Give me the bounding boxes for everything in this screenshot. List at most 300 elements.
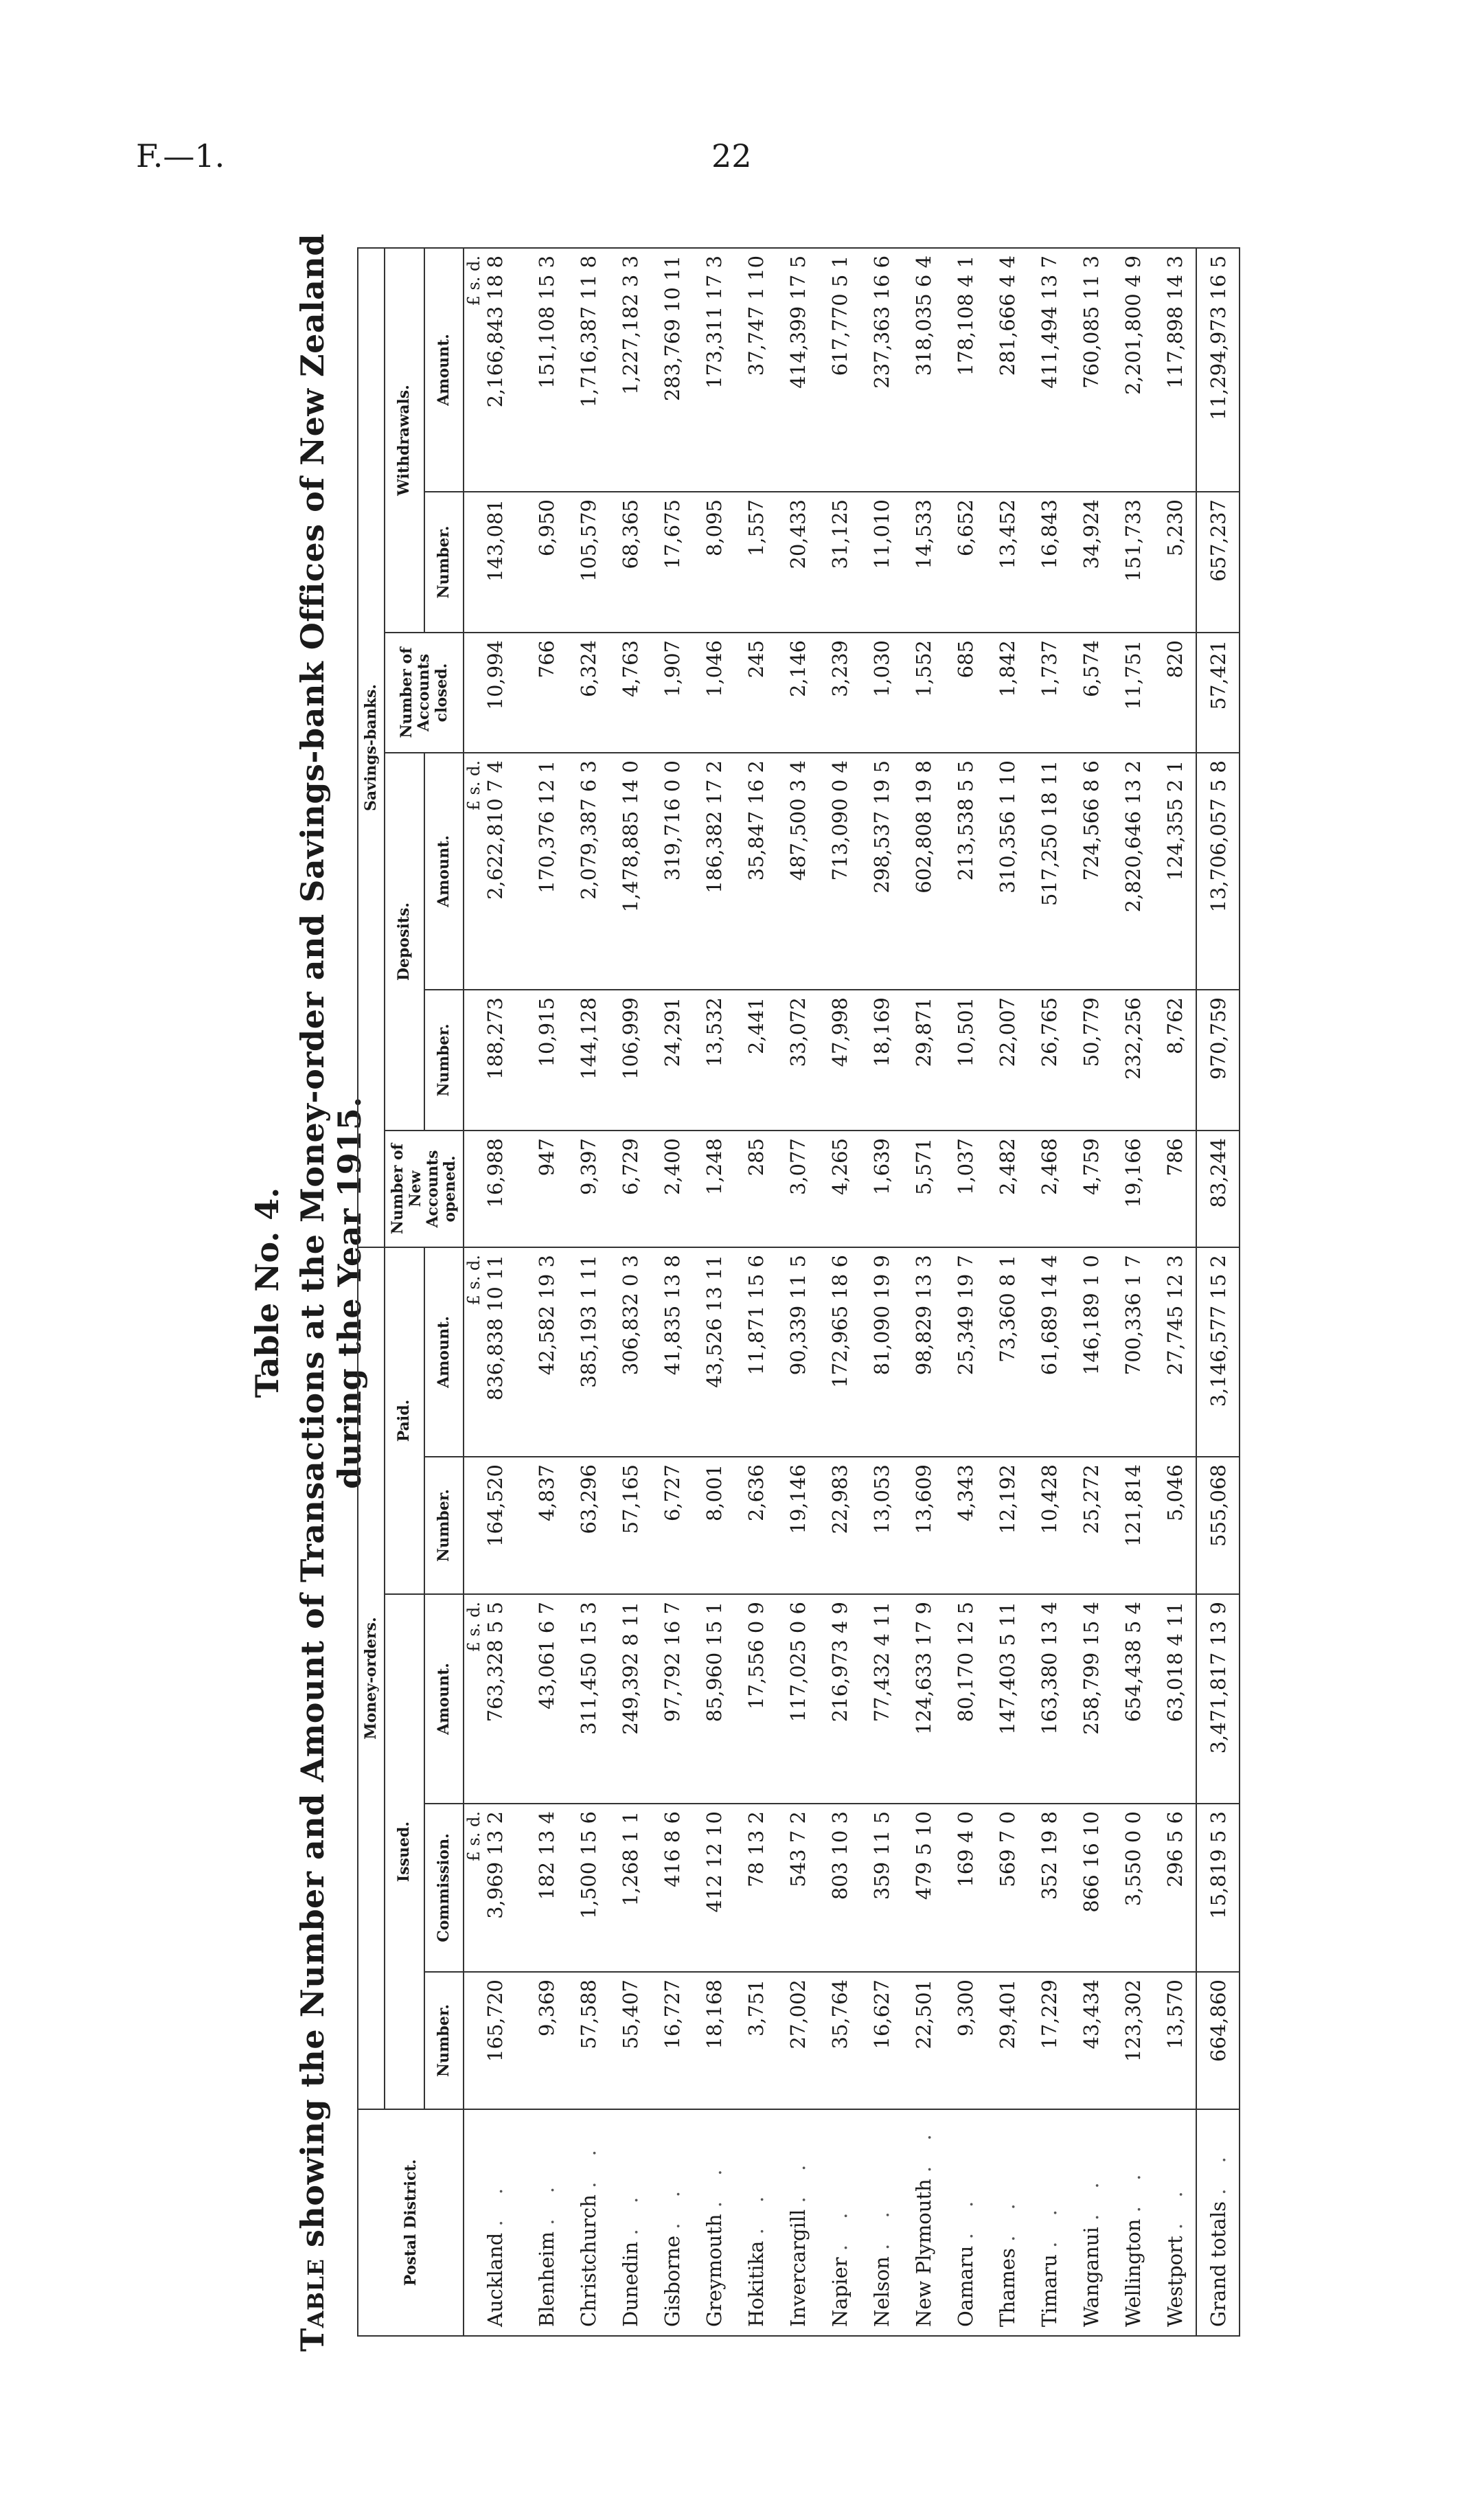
paid-amount-cell: 700,336 1 7	[1112, 1247, 1154, 1457]
issued-amount-cell: 85,960 15 1	[693, 1594, 735, 1804]
commission-cell: 352 19 8	[1028, 1804, 1070, 1972]
table-row	[609, 248, 651, 2336]
deposit-amount-cell: 1,478,885 14 0	[609, 753, 651, 990]
issued-number-cell: 22,501	[902, 1972, 944, 2109]
closed-accounts-cell: 820	[1154, 633, 1196, 753]
leader-dots: . .	[534, 2177, 558, 2225]
table-row	[777, 248, 819, 2336]
new-accounts-cell: 1,248	[693, 1131, 735, 1247]
units-commission: £ s. d.	[464, 1804, 483, 1972]
leader-dots: . .	[483, 2178, 507, 2227]
paid-number-cell: 25,272	[1070, 1457, 1112, 1594]
table-row	[567, 248, 609, 2336]
issued-number-cell: 16,627	[860, 1972, 902, 2109]
commission-cell: 78 13 2	[735, 1804, 777, 1972]
paid-number-cell: 10,428	[1028, 1457, 1070, 1594]
issued-number-cell: 27,002	[777, 1972, 819, 2109]
issued-amount-cell: 654,438 5 4	[1112, 1594, 1154, 1804]
new-accounts-cell: 3,077	[777, 1131, 819, 1247]
header-issued-number: Number.	[424, 1972, 464, 2109]
closed-accounts-cell: 6,324	[567, 633, 609, 753]
table-row	[986, 248, 1028, 2336]
commission-cell: 412 12 10	[693, 1804, 735, 1972]
withdrawal-amount-cell: 411,494 13 7	[1028, 248, 1070, 492]
withdrawal-number-cell: 1,557	[735, 492, 777, 633]
leader-dots: . .	[660, 2181, 684, 2229]
table-row	[525, 248, 567, 2336]
header-new-accounts: Number of New Accounts opened.	[385, 1131, 464, 1247]
new-accounts-cell: 5,571	[902, 1131, 944, 1247]
paid-number-cell: 63,296	[567, 1457, 609, 1594]
paid-amount-cell: 306,832 0 3	[609, 1247, 651, 1457]
header-withdrawals: Withdrawals.	[385, 248, 424, 633]
paid-number-cell: 5,046	[1154, 1457, 1196, 1594]
leader-dots: . .	[1206, 2147, 1230, 2195]
deposit-amount-cell: 602,808 19 8	[902, 753, 944, 990]
table-row	[693, 248, 735, 2336]
deposit-amount-cell: 170,376 12 1	[525, 753, 567, 990]
issued-number-cell: 664,860	[1196, 1972, 1240, 2109]
withdrawal-amount-cell: 37,747 1 10	[735, 248, 777, 492]
district-name: Greymouth	[702, 2214, 726, 2327]
new-accounts-cell: 6,729	[609, 1131, 651, 1247]
totals-row	[1196, 248, 1240, 2336]
withdrawal-number-cell: 657,237	[1196, 492, 1240, 633]
header-deposits: Deposits.	[385, 753, 424, 1131]
district-name: Nelson	[869, 2256, 893, 2327]
withdrawal-amount-cell: 617,770 5 1	[819, 248, 860, 492]
issued-amount-cell: 763,328 5 5	[483, 1594, 525, 1804]
leader-dots: . .	[953, 2191, 977, 2240]
table-title-text: showing the Number and Amount of Transactions at the Money-order and Savings-bank Offices of New Zealand during the Year 1915.	[294, 233, 368, 2248]
leader-dots: . .	[786, 2155, 810, 2203]
header-paid-amount: Amount.	[424, 1247, 464, 1457]
district-cell	[735, 2109, 777, 2336]
district-cell	[1112, 2109, 1154, 2336]
withdrawal-amount-cell: 281,666 4 4	[986, 248, 1028, 492]
district-cell	[944, 2109, 986, 2336]
header-closed-accounts: Number of Accounts closed.	[385, 633, 464, 753]
district-cell	[819, 2109, 860, 2336]
table-row	[819, 248, 860, 2336]
district-name: Dunedin	[618, 2241, 642, 2327]
closed-accounts-cell: 11,751	[1112, 633, 1154, 753]
paid-number-cell: 4,343	[944, 1457, 986, 1594]
paid-amount-cell: 81,090 19 9	[860, 1247, 902, 1457]
leader-dots: . .	[1121, 2164, 1145, 2213]
issued-number-cell: 57,588	[567, 1972, 609, 2109]
paid-number-cell: 13,609	[902, 1457, 944, 1594]
commission-cell: 3,969 13 2	[483, 1804, 525, 1972]
commission-cell: 296 5 6	[1154, 1804, 1196, 1972]
paid-number-cell: 12,192	[986, 1457, 1028, 1594]
commission-cell: 1,500 15 6	[567, 1804, 609, 1972]
header-withdrawal-amount: Amount.	[424, 248, 464, 492]
units-deposit-amount: £ s. d.	[464, 753, 483, 990]
transactions-table	[357, 247, 1240, 2337]
paid-amount-cell: 73,360 8 1	[986, 1247, 1028, 1457]
commission-cell: 1,268 1 1	[609, 1804, 651, 1972]
new-accounts-cell: 2,400	[651, 1131, 693, 1247]
district-cell	[651, 2109, 693, 2336]
closed-accounts-cell: 1,737	[1028, 633, 1070, 753]
deposit-amount-cell: 724,566 8 6	[1070, 753, 1112, 990]
district-cell	[567, 2109, 609, 2336]
table-row	[483, 248, 525, 2336]
header-money-orders: Money-orders.	[358, 1247, 385, 2109]
new-accounts-cell: 1,037	[944, 1131, 986, 1247]
district-cell	[1070, 2109, 1112, 2336]
table-number: Table No. 4.	[249, 1187, 286, 1398]
paid-amount-cell: 11,871 15 6	[735, 1247, 777, 1457]
paid-number-cell: 2,636	[735, 1457, 777, 1594]
issued-number-cell: 43,434	[1070, 1972, 1112, 2109]
deposit-number-cell: 232,256	[1112, 990, 1154, 1131]
new-accounts-cell: 19,166	[1112, 1131, 1154, 1247]
district-name: New Plymouth	[911, 2179, 935, 2327]
commission-cell: 3,550 0 0	[1112, 1804, 1154, 1972]
leader-dots: . .	[1079, 2172, 1103, 2221]
commission-cell: 169 4 0	[944, 1804, 986, 1972]
issued-amount-cell: 97,792 16 7	[651, 1594, 693, 1804]
header-savings-banks: Savings-banks.	[358, 248, 385, 1247]
withdrawal-number-cell: 151,733	[1112, 492, 1154, 633]
withdrawal-amount-cell: 117,898 14 3	[1154, 248, 1196, 492]
issued-number-cell: 29,401	[986, 1972, 1028, 2109]
deposit-number-cell: 8,762	[1154, 990, 1196, 1131]
new-accounts-cell: 1,639	[860, 1131, 902, 1247]
withdrawal-amount-cell: 414,399 17 5	[777, 248, 819, 492]
deposit-amount-cell: 319,716 0 0	[651, 753, 693, 990]
commission-cell: 866 16 10	[1070, 1804, 1112, 1972]
district-name: Hokitika	[744, 2240, 768, 2327]
issued-number-cell: 35,764	[819, 1972, 860, 2109]
issued-number-cell: 55,407	[609, 1972, 651, 2109]
withdrawal-number-cell: 5,230	[1154, 492, 1196, 633]
paid-number-cell: 555,068	[1196, 1457, 1240, 1594]
withdrawal-number-cell: 17,675	[651, 492, 693, 633]
deposit-amount-cell: 213,538 5 5	[944, 753, 986, 990]
paid-amount-cell: 146,189 1 0	[1070, 1247, 1112, 1457]
table-row	[944, 248, 986, 2336]
table-row	[735, 248, 777, 2336]
closed-accounts-cell: 10,994	[483, 633, 525, 753]
withdrawal-amount-cell: 178,108 4 1	[944, 248, 986, 492]
new-accounts-cell: 2,482	[986, 1131, 1028, 1247]
closed-accounts-cell: 685	[944, 633, 986, 753]
header-commission: Commission.	[424, 1804, 464, 1972]
paid-number-cell: 13,053	[860, 1457, 902, 1594]
withdrawal-number-cell: 6,950	[525, 492, 567, 633]
table-row	[860, 248, 902, 2336]
deposit-number-cell: 24,291	[651, 990, 693, 1131]
withdrawal-amount-cell: 151,108 15 3	[525, 248, 567, 492]
district-cell	[609, 2109, 651, 2336]
deposit-amount-cell: 298,537 19 5	[860, 753, 902, 990]
deposit-number-cell: 970,759	[1196, 990, 1240, 1131]
header-issued-amount: Amount.	[424, 1594, 464, 1804]
deposit-number-cell: 106,999	[609, 990, 651, 1131]
new-accounts-cell: 83,244	[1196, 1131, 1240, 1247]
new-accounts-cell: 2,468	[1028, 1131, 1070, 1247]
deposit-amount-cell: 13,706,057 5 8	[1196, 753, 1240, 990]
district-name: Wellington	[1121, 2218, 1145, 2327]
deposit-number-cell: 2,441	[735, 990, 777, 1131]
table-row	[651, 248, 693, 2336]
deposit-number-cell: 144,128	[567, 990, 609, 1131]
page-number: 22	[711, 137, 752, 174]
rotated-table-block	[206, 207, 1319, 2378]
new-accounts-cell: 4,759	[1070, 1131, 1112, 1247]
deposit-number-cell: 47,998	[819, 990, 860, 1131]
deposit-amount-cell: 487,500 3 4	[777, 753, 819, 990]
withdrawal-number-cell: 105,579	[567, 492, 609, 633]
closed-accounts-cell: 1,842	[986, 633, 1028, 753]
closed-accounts-cell: 1,030	[860, 633, 902, 753]
deposit-number-cell: 26,765	[1028, 990, 1070, 1131]
withdrawal-number-cell: 34,924	[1070, 492, 1112, 633]
deposit-number-cell: 18,169	[860, 990, 902, 1131]
paid-number-cell: 19,146	[777, 1457, 819, 1594]
closed-accounts-cell: 766	[525, 633, 567, 753]
district-name: Timaru	[1037, 2254, 1061, 2327]
deposit-amount-cell: 517,250 18 11	[1028, 753, 1070, 990]
withdrawal-number-cell: 11,010	[860, 492, 902, 633]
district-cell	[1196, 2109, 1240, 2336]
new-accounts-cell: 4,265	[819, 1131, 860, 1247]
header-paid: Paid.	[385, 1247, 424, 1594]
issued-number-cell: 13,570	[1154, 1972, 1196, 2109]
paid-amount-cell: 61,689 14 4	[1028, 1247, 1070, 1457]
deposit-number-cell: 10,501	[944, 990, 986, 1131]
district-name: Thames	[995, 2248, 1019, 2327]
withdrawal-number-cell: 31,125	[819, 492, 860, 633]
closed-accounts-cell: 245	[735, 633, 777, 753]
paid-amount-cell: 836,838 10 11	[483, 1247, 525, 1457]
closed-accounts-cell: 6,574	[1070, 633, 1112, 753]
withdrawal-number-cell: 13,452	[986, 492, 1028, 633]
issued-amount-cell: 63,018 4 11	[1154, 1594, 1196, 1804]
issued-amount-cell: 80,170 12 5	[944, 1594, 986, 1804]
closed-accounts-cell: 3,239	[819, 633, 860, 753]
header-issued: Issued.	[385, 1594, 424, 2109]
deposit-number-cell: 33,072	[777, 990, 819, 1131]
paid-amount-cell: 42,582 19 3	[525, 1247, 567, 1457]
paid-number-cell: 4,837	[525, 1457, 567, 1594]
withdrawal-number-cell: 143,081	[483, 492, 525, 633]
new-accounts-cell: 9,397	[567, 1131, 609, 1247]
issued-amount-cell: 77,432 4 11	[860, 1594, 902, 1804]
issued-amount-cell: 124,633 17 9	[902, 1594, 944, 1804]
issued-number-cell: 9,369	[525, 1972, 567, 2109]
withdrawal-number-cell: 14,533	[902, 492, 944, 633]
withdrawal-amount-cell: 237,363 16 6	[860, 248, 902, 492]
district-cell	[483, 2109, 525, 2336]
issued-amount-cell: 258,799 15 4	[1070, 1594, 1112, 1804]
district-cell	[777, 2109, 819, 2336]
issued-amount-cell: 3,471,817 13 9	[1196, 1594, 1240, 1804]
commission-cell: 416 8 6	[651, 1804, 693, 1972]
withdrawal-number-cell: 6,652	[944, 492, 986, 633]
new-accounts-cell: 285	[735, 1131, 777, 1247]
issued-amount-cell: 249,392 8 11	[609, 1594, 651, 1804]
district-name: Christchurch	[576, 2194, 600, 2327]
district-cell	[1154, 2109, 1196, 2336]
header-deposit-amount: Amount.	[424, 753, 464, 990]
closed-accounts-cell: 1,552	[902, 633, 944, 753]
issued-number-cell: 165,720	[483, 1972, 525, 2109]
deposit-number-cell: 13,532	[693, 990, 735, 1131]
withdrawal-number-cell: 16,843	[1028, 492, 1070, 633]
deposit-amount-cell: 713,090 0 4	[819, 753, 860, 990]
deposit-amount-cell: 35,847 16 2	[735, 753, 777, 990]
deposit-number-cell: 22,007	[986, 990, 1028, 1131]
leader-dots: . .	[702, 2159, 726, 2208]
closed-accounts-cell: 2,146	[777, 633, 819, 753]
page-reference: F.—1.	[136, 137, 225, 174]
deposit-amount-cell: 124,355 2 1	[1154, 753, 1196, 990]
paid-number-cell: 6,727	[651, 1457, 693, 1594]
table-title-lead: Table	[294, 2258, 331, 2352]
withdrawal-amount-cell: 2,201,800 4 9	[1112, 248, 1154, 492]
paid-number-cell: 8,001	[693, 1457, 735, 1594]
deposit-number-cell: 188,273	[483, 990, 525, 1131]
withdrawal-amount-cell: 760,085 11 3	[1070, 248, 1112, 492]
withdrawal-amount-cell: 1,227,182 3 3	[609, 248, 651, 492]
withdrawal-amount-cell: 173,311 17 3	[693, 248, 735, 492]
units-issued-amount: £ s. d.	[464, 1594, 483, 1804]
units-paid-amount: £ s. d.	[464, 1247, 483, 1457]
withdrawal-amount-cell: 318,035 6 4	[902, 248, 944, 492]
leader-dots: . .	[995, 2194, 1019, 2242]
district-name: Blenheim	[534, 2231, 558, 2327]
withdrawal-amount-cell: 2,166,843 18 8	[483, 248, 525, 492]
header-withdrawal-number: Number.	[424, 492, 464, 633]
leader-dots: . .	[618, 2187, 642, 2236]
paid-amount-cell: 90,339 11 5	[777, 1247, 819, 1457]
paid-number-cell: 121,814	[1112, 1457, 1154, 1594]
issued-amount-cell: 311,450 15 3	[567, 1594, 609, 1804]
leader-dots: . .	[1037, 2200, 1061, 2248]
issued-amount-cell: 117,025 0 6	[777, 1594, 819, 1804]
header-deposit-number: Number.	[424, 990, 464, 1131]
paid-number-cell: 22,983	[819, 1457, 860, 1594]
issued-amount-cell: 216,973 4 9	[819, 1594, 860, 1804]
leader-dots: . .	[827, 2203, 852, 2251]
leader-dots: . .	[869, 2202, 893, 2250]
district-name: Westport	[1163, 2236, 1187, 2327]
leader-dots: . .	[576, 2140, 600, 2188]
district-cell	[693, 2109, 735, 2336]
district-name: Gisborne	[660, 2235, 684, 2327]
closed-accounts-cell: 1,046	[693, 633, 735, 753]
new-accounts-cell: 947	[525, 1131, 567, 1247]
withdrawal-number-cell: 20,433	[777, 492, 819, 633]
units-row	[464, 248, 483, 2336]
district-name: Invercargill	[786, 2209, 810, 2327]
header-paid-number: Number.	[424, 1457, 464, 1594]
new-accounts-cell: 786	[1154, 1131, 1196, 1247]
deposit-amount-cell: 2,079,387 6 3	[567, 753, 609, 990]
paid-amount-cell: 27,745 12 3	[1154, 1247, 1196, 1457]
district-cell	[986, 2109, 1028, 2336]
table-row	[902, 248, 944, 2336]
deposit-number-cell: 29,871	[902, 990, 944, 1131]
issued-number-cell: 9,300	[944, 1972, 986, 2109]
header-postal-district: Postal District.	[358, 2109, 464, 2336]
district-cell	[1028, 2109, 1070, 2336]
district-cell	[902, 2109, 944, 2336]
district-name: Oamaru	[953, 2245, 977, 2327]
table-row	[1112, 248, 1154, 2336]
deposit-amount-cell: 186,382 17 2	[693, 753, 735, 990]
paid-number-cell: 164,520	[483, 1457, 525, 1594]
commission-cell: 569 7 0	[986, 1804, 1028, 1972]
paid-number-cell: 57,165	[609, 1457, 651, 1594]
issued-number-cell: 123,302	[1112, 1972, 1154, 2109]
district-name: Wanganui	[1079, 2227, 1103, 2327]
district-name: Napier	[827, 2257, 852, 2327]
withdrawal-number-cell: 8,095	[693, 492, 735, 633]
closed-accounts-cell: 4,763	[609, 633, 651, 753]
issued-number-cell: 17,229	[1028, 1972, 1070, 2109]
paid-amount-cell: 41,835 13 8	[651, 1247, 693, 1457]
district-cell	[525, 2109, 567, 2336]
table-row	[1070, 248, 1112, 2336]
withdrawal-number-cell: 68,365	[609, 492, 651, 633]
leader-dots: . .	[744, 2186, 768, 2235]
issued-amount-cell: 17,556 0 9	[735, 1594, 777, 1804]
closed-accounts-cell: 57,421	[1196, 633, 1240, 753]
commission-cell: 182 13 4	[525, 1804, 567, 1972]
withdrawal-amount-cell: 283,769 10 11	[651, 248, 693, 492]
district-cell	[860, 2109, 902, 2336]
withdrawal-amount-cell: 1,716,387 11 8	[567, 248, 609, 492]
district-name: Grand totals	[1206, 2201, 1230, 2327]
paid-amount-cell: 172,965 18 6	[819, 1247, 860, 1457]
leader-dots: . .	[1163, 2181, 1187, 2230]
issued-number-cell: 16,727	[651, 1972, 693, 2109]
deposit-amount-cell: 2,622,810 7 4	[483, 753, 525, 990]
commission-cell: 479 5 10	[902, 1804, 944, 1972]
commission-cell: 803 10 3	[819, 1804, 860, 1972]
paid-amount-cell: 3,146,577 15 2	[1196, 1247, 1240, 1457]
paid-amount-cell: 43,526 13 11	[693, 1247, 735, 1457]
commission-cell: 543 7 2	[777, 1804, 819, 1972]
leader-dots: . .	[911, 2124, 935, 2173]
table-row	[1154, 248, 1196, 2336]
units-withdrawal-amount: £ s. d.	[464, 248, 483, 492]
deposit-amount-cell: 310,356 1 10	[986, 753, 1028, 990]
table-row	[1028, 248, 1070, 2336]
new-accounts-cell: 16,988	[483, 1131, 525, 1247]
district-name: Auckland	[483, 2232, 507, 2327]
withdrawal-amount-cell: 11,294,973 16 5	[1196, 248, 1240, 492]
deposit-amount-cell: 2,820,646 13 2	[1112, 753, 1154, 990]
deposit-number-cell: 10,915	[525, 990, 567, 1131]
issued-amount-cell: 163,380 13 4	[1028, 1594, 1070, 1804]
paid-amount-cell: 98,829 13 3	[902, 1247, 944, 1457]
issued-number-cell: 3,751	[735, 1972, 777, 2109]
paid-amount-cell: 25,349 19 7	[944, 1247, 986, 1457]
issued-amount-cell: 43,061 6 7	[525, 1594, 567, 1804]
deposit-number-cell: 50,779	[1070, 990, 1112, 1131]
paid-amount-cell: 385,193 1 11	[567, 1247, 609, 1457]
closed-accounts-cell: 1,907	[651, 633, 693, 753]
issued-number-cell: 18,168	[693, 1972, 735, 2109]
commission-cell: 359 11 5	[860, 1804, 902, 1972]
issued-amount-cell: 147,403 5 11	[986, 1594, 1028, 1804]
